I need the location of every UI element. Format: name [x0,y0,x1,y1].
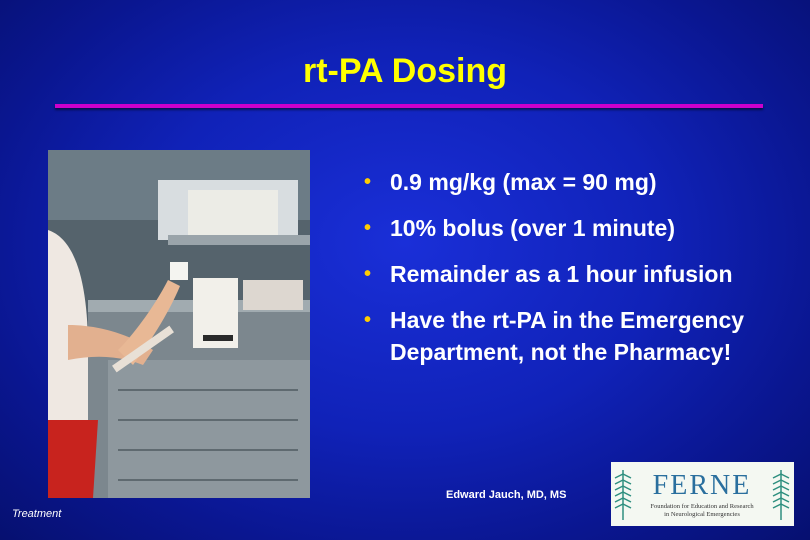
bullet-item [362,258,792,290]
photo-nurse-preparing-syringe [48,150,310,498]
photo-illustration [48,150,310,498]
bullet-text: 0.9 mg/kg (max = 90 mg) [390,169,657,195]
bullet-marker-icon: • [364,217,372,239]
bullet-item [362,212,792,244]
logo-tagline-2: in Neurological Emergencies [664,511,740,518]
logo-wordmark: FERNE [652,470,752,501]
bullet-marker-icon: • [364,263,372,285]
bullet-marker-icon: • [364,309,372,331]
bullet-text: Remainder as a 1 hour infusion [390,261,733,287]
bullet-text: Have the rt-PA in the Emergency Department, not the Pharmacy! [390,307,745,365]
logo-tagline-1: Foundation for Education and Research [650,503,754,510]
bullet-item [362,304,792,368]
section-label: Treatment [12,508,62,520]
slide-title: rt-PA Dosing [303,52,507,90]
author-credit: Edward Jauch, MD, MS [446,489,567,501]
title-divider [55,104,763,108]
bullet-marker-icon: • [364,171,372,193]
ferne-logo-graphic [611,462,794,526]
ferne-logo [611,462,794,526]
bullet-text: 10% bolus (over 1 minute) [390,215,676,241]
bullet-item [362,166,792,198]
bullet-list [362,166,792,382]
